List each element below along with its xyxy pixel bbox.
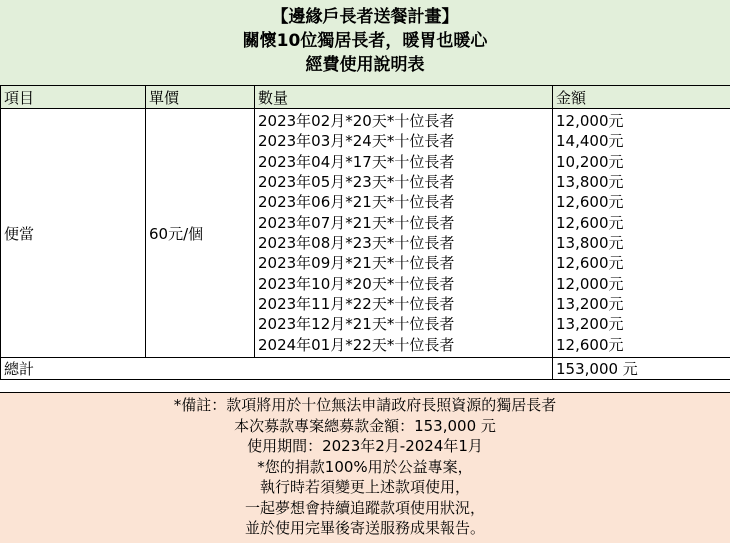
quantity-line: 2023年10月*20天*十位長者 xyxy=(258,274,455,293)
quantity-line: 2023年06月*21天*十位長者 xyxy=(258,193,455,212)
note-line: 一起夢想會持續追蹤款項使用狀況， xyxy=(244,498,485,517)
column-header-unit-price: 單價 xyxy=(146,86,255,109)
quantity-line: 2023年11月*22天*十位長者 xyxy=(258,295,455,314)
amount-line: 14,400元 xyxy=(556,132,624,151)
amount-line: 13,200元 xyxy=(556,315,624,334)
amount-line: 10,200元 xyxy=(556,152,624,171)
amount-line: 13,800元 xyxy=(556,173,624,192)
note-line: *您的捐款100%用於公益專案， xyxy=(257,457,473,476)
amount-cell xyxy=(553,109,730,358)
total-label: 總計 xyxy=(1,358,553,380)
quantity-line: 2023年02月*20天*十位長者 xyxy=(258,112,455,130)
notes-block xyxy=(0,392,730,543)
title-block xyxy=(0,0,730,86)
table-row xyxy=(1,109,730,358)
total-row xyxy=(1,358,730,380)
column-header-quantity: 數量 xyxy=(255,86,553,109)
amount-line: 12,600元 xyxy=(556,193,624,212)
note-line: 並於使用完畢後寄送服務成果報告。 xyxy=(244,519,485,537)
amount-line: 12,000元 xyxy=(556,112,624,130)
amount-line: 12,000元 xyxy=(556,274,624,293)
note-line: *備註：款項將用於十位無法申請政府長照資源的獨居長者 xyxy=(173,396,557,414)
amount-line: 12,600元 xyxy=(556,335,624,354)
quantity-cell xyxy=(255,109,553,358)
table-header-row xyxy=(1,86,730,109)
quantity-line: 2023年09月*21天*十位長者 xyxy=(258,254,455,273)
title-line-3: 經費使用說明表 xyxy=(305,55,425,75)
amount-line: 13,200元 xyxy=(556,295,624,314)
note-line: 執行時若須變更上述款項使用， xyxy=(259,478,470,496)
title-line-1: 【邊緣戶長者送餐計畫】 xyxy=(271,7,459,27)
amount-line: 12,600元 xyxy=(556,213,624,232)
title-line-2: 關懷10位獨居長者，暖胃也暖心 xyxy=(242,31,488,51)
quantity-line: 2023年04月*17天*十位長者 xyxy=(258,152,455,171)
note-line: 使用期間：2023年2月-2024年1月 xyxy=(247,437,483,455)
amount-line: 13,800元 xyxy=(556,234,624,253)
item-name-cell: 便當 xyxy=(1,109,146,358)
unit-price-cell: 60元/個 xyxy=(146,109,255,358)
quantity-line: 2023年03月*24天*十位長者 xyxy=(258,132,455,151)
column-header-amount: 金額 xyxy=(553,86,730,109)
quantity-line: 2023年08月*23天*十位長者 xyxy=(258,234,455,253)
quantity-line: 2023年05月*23天*十位長者 xyxy=(258,173,455,192)
quantity-line: 2023年12月*21天*十位長者 xyxy=(258,315,455,334)
quantity-line: 2023年07月*21天*十位長者 xyxy=(258,213,455,232)
total-amount: 153,000 元 xyxy=(553,358,730,380)
note-line: 本次募款專案總募款金額：153,000 元 xyxy=(234,416,496,435)
quantity-line: 2024年01月*22天*十位長者 xyxy=(258,335,455,354)
budget-table xyxy=(0,86,730,380)
amount-line: 12,600元 xyxy=(556,254,624,273)
column-header-item: 項目 xyxy=(1,86,146,109)
